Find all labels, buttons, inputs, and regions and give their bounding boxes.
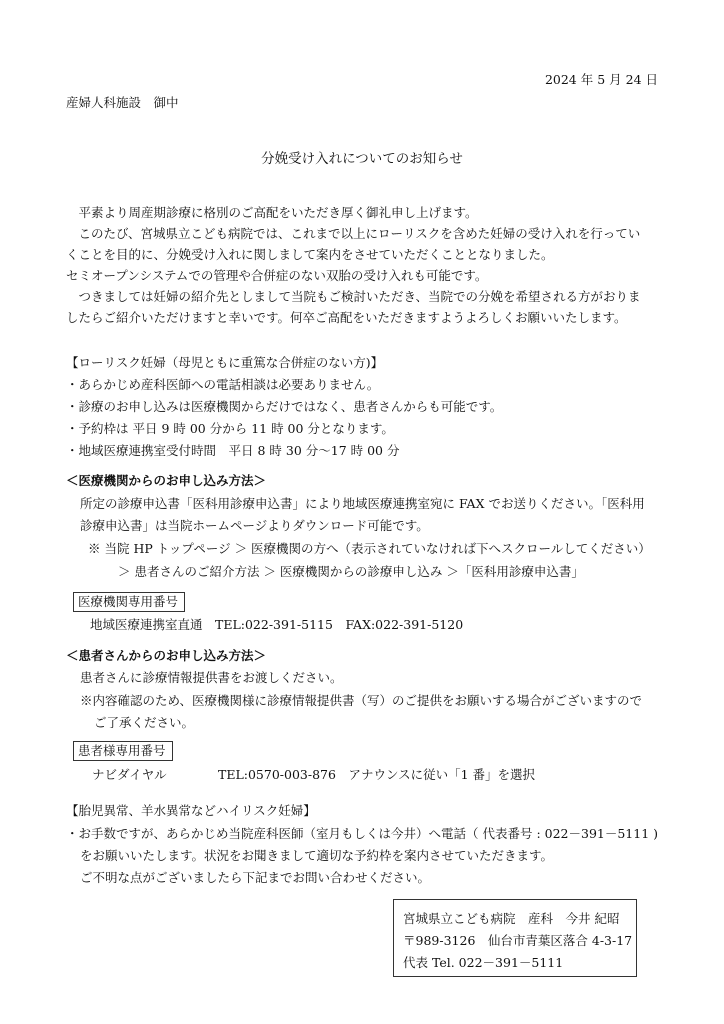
intro-line: セミオープンシステムでの管理や合併症のない双胎の受け入れも可能です。 <box>66 268 488 283</box>
contact-address: 〒989-3126 仙台市青葉区落合 4-3-17 <box>403 933 633 948</box>
institution-contact-line: 地域医療連携室直通 TEL:022-391-5115 FAX:022-391-5120 <box>90 617 464 632</box>
intro-line: くことを目的に、分娩受け入れに関しまして案内をさせていただくこととなりました。 <box>66 247 554 262</box>
high-risk-line: ご不明な点がございましたら下記までお問い合わせください。 <box>80 870 431 885</box>
intro-line: 平素より周産期診療に格別のご高配をいただき厚く御礼申し上げます。 <box>66 205 478 220</box>
institution-number-label: 医療機関専用番号 <box>73 592 185 612</box>
document-date: 2024 年 5 月 24 日 <box>544 72 658 87</box>
contact-phone: 代表 Tel. 022－391－5111 <box>403 955 564 970</box>
institution-apply-note: ＞ 患者さんのご紹介方法 ＞ 医療機関からの診療申し込み ＞「医科用診療申込書」 <box>118 564 584 579</box>
navi-dial-label: ナビダイヤル <box>92 767 167 782</box>
low-risk-item: ・あらかじめ産科医師への電話相談は必要ありません。 <box>66 377 380 392</box>
patient-apply-line: 患者さんに診療情報提供書をお渡しください。 <box>80 670 343 685</box>
document-title: 分娩受け入れについてのお知らせ <box>261 151 463 167</box>
contact-name: 宮城県立こども病院 産科 今井 紀昭 <box>403 911 620 926</box>
high-risk-line: をお願いいたします。状況をお聞きまして適切な予約枠を案内させていただきます。 <box>80 848 554 863</box>
low-risk-item: ・地域医療連携室受付時間 平日 8 時 30 分〜17 時 00 分 <box>66 443 400 458</box>
institution-apply-heading: ＜医療機関からのお申し込み方法＞ <box>66 473 267 488</box>
low-risk-heading: 【ローリスク妊婦（母児ともに重篤な合併症のない方)】 <box>66 355 384 370</box>
institution-apply-line: 所定の診療申込書「医科用診療申込書」により地域医療連携室宛に FAX でお送りください。「医科用 <box>80 496 645 511</box>
intro-line: したらご紹介いただけますと幸いです。何卒ご高配をいただきますようよろしくお願いいたします。 <box>66 310 627 325</box>
patient-apply-heading: ＜患者さんからのお申し込み方法＞ <box>66 648 267 663</box>
navi-dial-tel: TEL:0570-003-876 アナウンスに従い「1 番」を選択 <box>218 767 536 782</box>
institution-apply-line: 診療申込書」は当院ホームページよりダウンロード可能です。 <box>80 518 429 533</box>
institution-apply-note: ※ 当院 HP トップページ ＞ 医療機関の方へ（表示されていなければ下へスクロールしてください） <box>88 541 651 556</box>
patient-apply-line: ご了承ください。 <box>94 715 195 730</box>
contact-box <box>393 899 637 977</box>
intro-line: つきましては妊婦の紹介先としまして当院もご検討いただき、当院での分娩を希望される方がおりま <box>66 289 641 304</box>
recipient: 産婦人科施設 御中 <box>66 95 179 110</box>
intro-line: このたび、宮城県立こども病院では、これまで以上にローリスクを含めた妊婦の受け入れを行ってい <box>66 226 641 241</box>
low-risk-item: ・予約枠は 平日 9 時 00 分から 11 時 00 分となります。 <box>66 421 394 436</box>
high-risk-heading: 【胎児異常、羊水異常などハイリスク妊婦】 <box>66 803 316 818</box>
patient-apply-line: ※内容確認のため、医療機関様に診療情報提供書（写）のご提供をお願いする場合がございますので <box>80 693 643 708</box>
high-risk-line: ・お手数ですが、あらかじめ当院産科医師（室月もしくは今井）へ電話（ 代表番号 : 022－391－5111 ) <box>66 826 659 841</box>
low-risk-item: ・診療のお申し込みは医療機関からだけではなく、患者さんからも可能です。 <box>66 399 503 414</box>
patient-number-label: 患者様専用番号 <box>73 741 173 761</box>
